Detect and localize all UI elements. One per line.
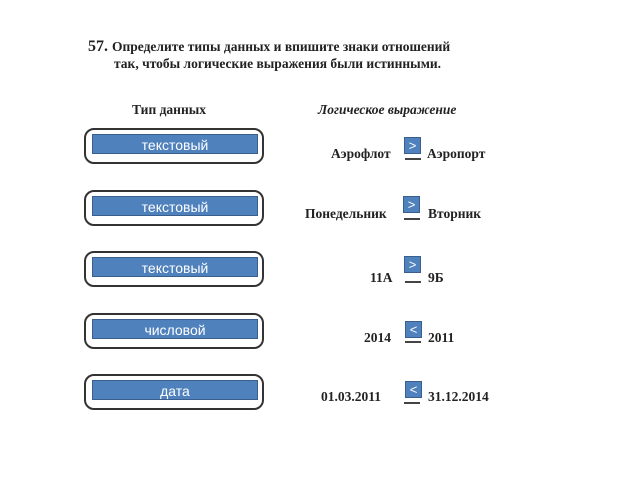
type-answer-2[interactable]: текстовый [92, 196, 258, 216]
type-slot-2 [84, 190, 264, 226]
type-answer-4[interactable]: числовой [92, 319, 258, 339]
blank-line-1 [405, 158, 421, 160]
type-slot-4 [84, 313, 264, 349]
expr-right-4: 2011 [428, 330, 455, 345]
blank-line-2 [404, 218, 420, 220]
task-line-2: так, чтобы логические выражения были истинными. [114, 56, 442, 71]
blank-line-4 [405, 341, 421, 343]
header-logical-expression: Логическое выражение [318, 102, 457, 117]
type-slot-1 [84, 128, 264, 164]
expr-right-3: 9Б [428, 270, 444, 285]
expr-left-3: 11А [370, 270, 393, 285]
type-slot-5 [84, 374, 264, 410]
type-answer-5[interactable]: дата [92, 380, 258, 400]
task-number: 57. [88, 38, 108, 55]
blank-line-5 [404, 402, 420, 404]
operator-4[interactable]: < [405, 321, 422, 338]
expr-right-5: 31.12.2014 [428, 389, 489, 404]
type-answer-1[interactable]: текстовый [92, 134, 258, 154]
task-line-1: Определите типы данных и впишите знаки отношений [112, 39, 451, 54]
operator-2[interactable]: > [403, 196, 420, 213]
expr-right-1: Аэропорт [427, 146, 486, 161]
expr-right-2: Вторник [428, 206, 482, 221]
operator-1[interactable]: > [404, 137, 421, 154]
expr-left-5: 01.03.2011 [321, 389, 382, 404]
operator-3[interactable]: > [404, 256, 421, 273]
task-statement [88, 38, 528, 72]
operator-5[interactable]: < [405, 381, 422, 398]
expr-left-4: 2014 [364, 330, 391, 345]
expr-left-1: Аэрофлот [331, 146, 391, 161]
type-answer-3[interactable]: текстовый [92, 257, 258, 277]
type-slot-3 [84, 251, 264, 287]
expr-left-2: Понедельник [305, 206, 387, 221]
blank-line-3 [405, 281, 421, 283]
header-data-type: Тип данных [132, 102, 207, 117]
